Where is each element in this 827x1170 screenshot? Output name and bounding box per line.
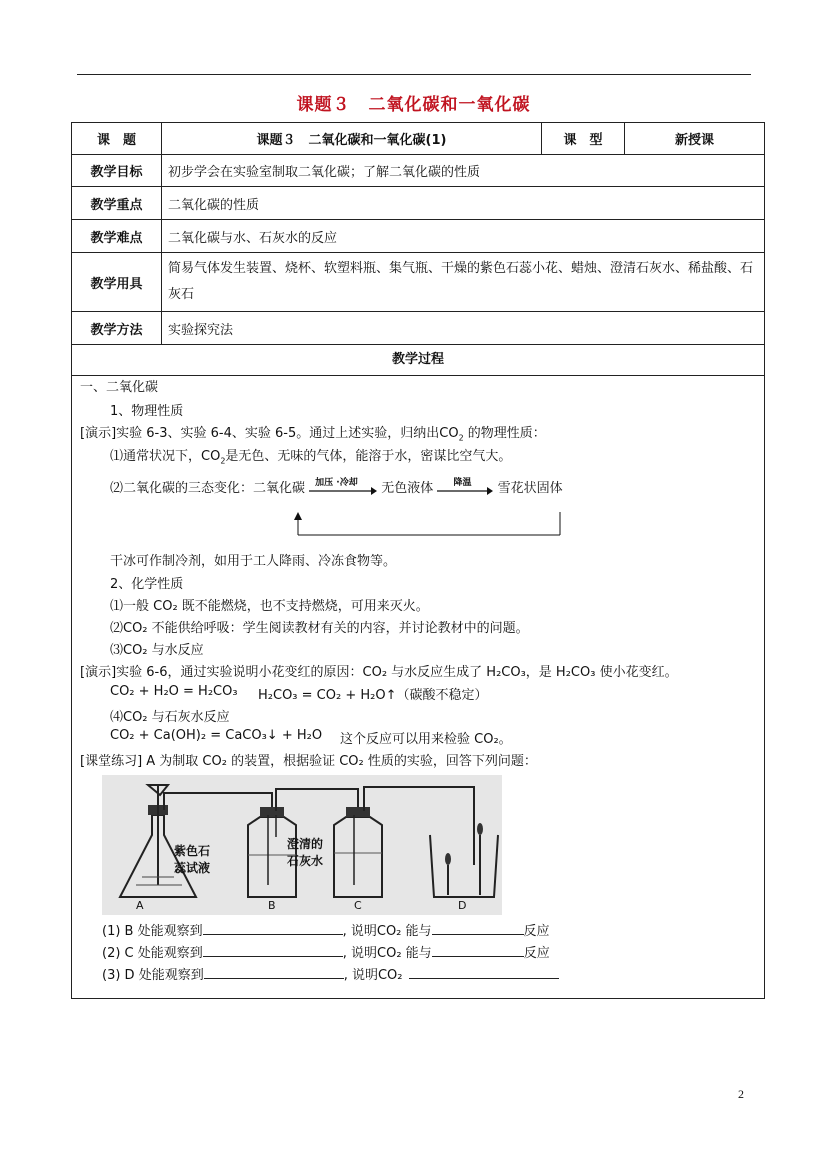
answer-blank[interactable]: [409, 966, 559, 979]
question-3-mid: , 说明CO₂: [343, 968, 403, 983]
equation-3: CO₂ + Ca(OH)₂ = CaCO₃↓ + H₂O: [110, 728, 323, 743]
solid-text: 雪花状固体: [497, 481, 563, 496]
question-3: [102, 964, 559, 983]
three-states-text: ⑵二氧化碳的三态变化：二氧化碳: [110, 481, 306, 496]
demo-line-1: [80, 422, 546, 443]
page-number: 2: [738, 1087, 744, 1101]
chem-prop-3: ⑶CO₂ 与水反应: [110, 643, 204, 658]
demo-line-2: [演示]实验 6-6，通过实验说明小花变红的原因：CO₂ 与水反应生成了 H₂CO₃，是 H₂CO₃ 使小花变红。: [80, 665, 678, 680]
row-method: [72, 312, 765, 345]
label-c: C: [354, 899, 362, 912]
property-1-text: ⑴通常状况下，CO: [110, 449, 221, 464]
subscript-2: 2: [220, 456, 226, 466]
question-1-mid: , 说明CO₂ 能与: [342, 924, 432, 939]
row-equipment: [72, 253, 765, 312]
arrow-pressurize-label: 加压 ·冷却: [315, 477, 358, 488]
exercise-intro: [课堂练习] A 为制取 CO₂ 的装置，根据验证 CO₂ 性质的实验，回答下列问题：: [80, 754, 537, 769]
answer-blank[interactable]: [203, 922, 343, 935]
label-difficulties: 教学难点: [72, 220, 162, 253]
value-key-points: 二氧化碳的性质: [162, 187, 765, 220]
three-states-line: [110, 477, 563, 496]
label-a: A: [136, 899, 144, 912]
demo-line-1-tail: 的物理性质：: [463, 426, 546, 441]
header-row: [72, 123, 765, 155]
label-d: D: [458, 899, 467, 912]
row-key-points: [72, 187, 765, 220]
liquid-text: 无色液体: [381, 481, 434, 496]
equation-3-note: 这个反应可以用来检验 CO₂。: [340, 732, 512, 747]
apparatus-figure: [102, 775, 502, 915]
answer-blank[interactable]: [204, 966, 344, 979]
answer-blank[interactable]: [203, 944, 343, 957]
question-1-tail: 反应: [523, 924, 550, 939]
label-litmus-1: 紫色石: [174, 844, 211, 858]
chem-prop-2: ⑵CO₂ 不能供给呼吸：学生阅读教材有关的内容，并讨论教材中的问题。: [110, 621, 529, 636]
label-objectives: 教学目标: [72, 155, 162, 187]
arrow-right-icon: [437, 486, 493, 500]
label-key-points: 教学重点: [72, 187, 162, 220]
dry-ice-line: 干冰可作制冷剂，如用于工人降雨、冷冻食物等。: [110, 554, 397, 569]
process-heading: 教学过程: [72, 344, 764, 376]
physical-properties-heading: 1、物理性质: [110, 404, 184, 419]
label-limewater-1: 澄清的: [287, 837, 324, 851]
value-method: 实验探究法: [162, 312, 765, 345]
label-litmus-2: 蕊试液: [174, 861, 211, 875]
label-b: B: [268, 899, 276, 912]
value-lesson-type: 新授课: [625, 123, 765, 155]
demo-line-1-text: [演示]实验 6-3、实验 6-4、实验 6-5。通过上述实验，归纳出CO: [80, 426, 459, 441]
question-3-text: (3) D 处能观察到: [102, 968, 204, 983]
equation-1: CO₂ + H₂O = H₂CO₃: [110, 684, 238, 699]
row-objectives: [72, 155, 765, 187]
value-difficulties: 二氧化碳与水、石灰水的反应: [162, 220, 765, 253]
value-objectives: 初步学会在实验室制取二氧化碳；了解二氧化碳的性质: [162, 155, 765, 187]
property-1-tail: 是无色、无味的气体，能溶于水，密谋比空气大。: [225, 449, 512, 464]
label-method: 教学方法: [72, 312, 162, 345]
question-1: [102, 920, 550, 939]
question-2-text: (2) C 处能观察到: [102, 946, 203, 961]
question-2-tail: 反应: [523, 946, 550, 961]
question-1-text: (1) B 处能观察到: [102, 924, 203, 939]
subscript-2: 2: [458, 433, 464, 443]
property-1: [110, 445, 511, 466]
value-equipment: 简易气体发生装置、烧杯、软塑料瓶、集气瓶、干燥的紫色石蕊小花、蜡烛、澄清石灰水、稀盐酸、石灰石: [162, 253, 765, 312]
answer-blank[interactable]: [432, 944, 524, 957]
arrow-cool-label: 降温: [453, 477, 472, 488]
label-lesson-type: 课 型: [542, 123, 625, 155]
row-difficulties: [72, 220, 765, 253]
document-title: 课题３ 二氧化碳和一氧化碳: [296, 95, 531, 115]
arrow-cool: [437, 477, 493, 496]
value-topic: 课题３ 二氧化碳和一氧化碳(1): [162, 123, 542, 155]
arrow-right-icon: [309, 486, 377, 500]
chem-prop-4: ⑷CO₂ 与石灰水反应: [110, 710, 230, 725]
question-2-mid: , 说明CO₂ 能与: [342, 946, 432, 961]
question-2: [102, 942, 550, 961]
top-rule: [77, 74, 751, 75]
equation-2: H₂CO₃ = CO₂ + H₂O↑（碳酸不稳定）: [258, 688, 488, 703]
arrow-pressurize: [309, 477, 377, 496]
chemical-properties-heading: 2、化学性质: [110, 577, 184, 592]
teaching-process-section: [71, 344, 765, 999]
answer-blank[interactable]: [432, 922, 524, 935]
return-arrow-icon: [294, 510, 564, 538]
label-limewater-2: 石灰水: [287, 854, 324, 868]
chem-prop-1: ⑴一般 CO₂ 既不能燃烧，也不支持燃烧，可用来灭火。: [110, 599, 429, 614]
label-equipment: 教学用具: [72, 253, 162, 312]
section-co2: 一、二氧化碳: [80, 380, 159, 395]
lesson-info-table: [71, 122, 765, 345]
label-topic: 课 题: [72, 123, 162, 155]
